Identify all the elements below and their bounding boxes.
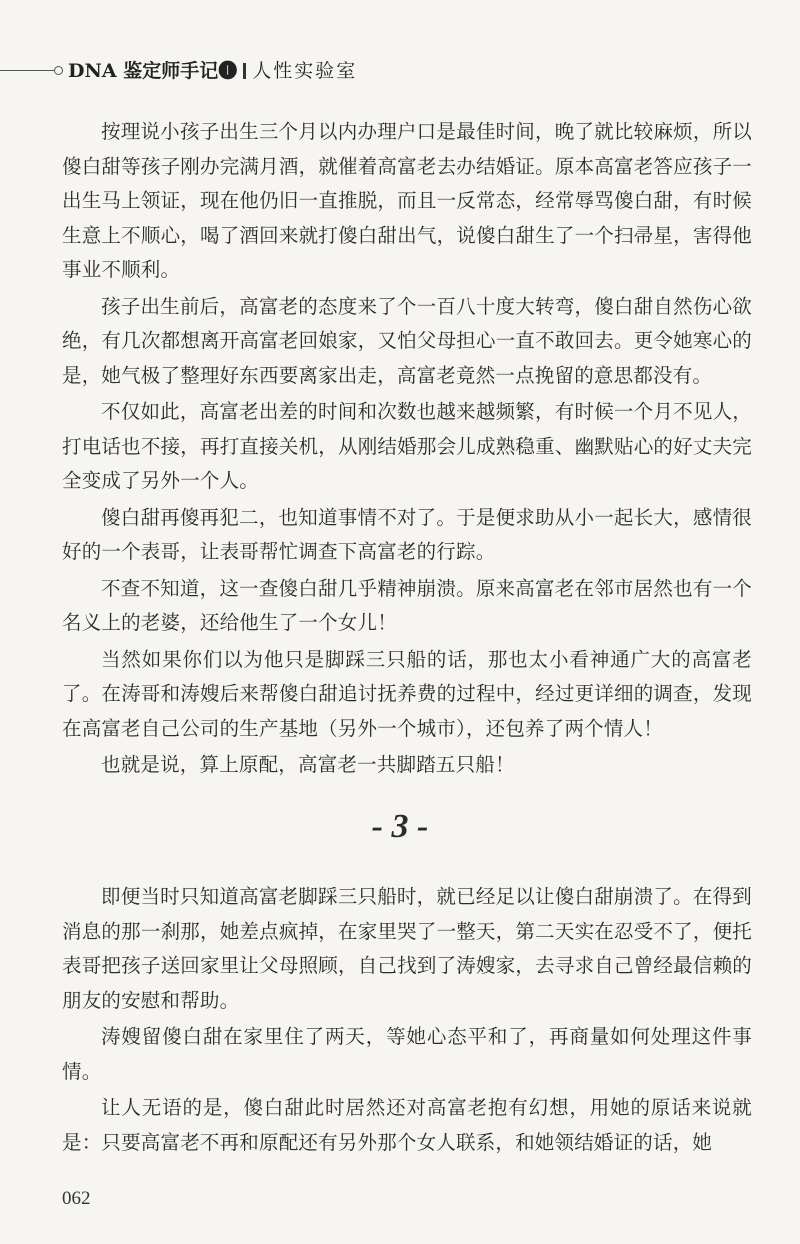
paragraph: 也就是说，算上原配，高富老一共脚踏五只船！	[101, 753, 515, 776]
paragraph: 孩子出生前后，高富老的态度来了个一百八十度大转弯，傻白甜自然伤心欲绝，有几次都想离开高富老回娘家，又怕父母担心一直不敢回去。更令她寒心的是，她气极了整理好东西要离家出走，高富老竟然一点挽留的意思都没有。	[62, 294, 752, 387]
paragraph: 按理说小孩子出生三个月以内办理户口是最佳时间，晚了就比较麻烦，所以傻白甜等孩子刚办完满月酒，就催着高富老去办结婚证。原本高富老答应孩子一出生马上领证，现在他仍旧一直推脱，而且一反常态，经常辱骂傻白甜，有时候生意上不顺心，喝了酒回来就打傻白甜出气，说傻白甜生了一个扫帚星，害得他事业不顺利。	[62, 120, 752, 281]
paragraph: 即便当时只知道高富老脚踩三只船时，就已经足以让傻白甜崩溃了。在得到消息的那一刹那，她差点疯掉，在家里哭了一整天，第二天实在忍受不了，便托表哥把孩子送回家里让父母照顾，自己找到了涛嫂家，去寻求自己曾经最信赖的朋友的安慰和帮助。	[62, 885, 752, 1012]
section-number-heading: - 3 -	[371, 808, 429, 845]
paragraph: 让人无语的是，傻白甜此时居然还对高富老抱有幻想，用她的原话来说就是：只要高富老不再和原配还有另外那个女人联系，和她领结婚证的话，她	[62, 1096, 752, 1154]
paragraph: 不查不知道，这一查傻白甜几乎精神崩溃。原来高富老在邻市居然也有一个名义上的老婆，还给他生了一个女儿！	[62, 576, 752, 634]
section-1-body	[62, 115, 752, 785]
header-rule	[0, 70, 56, 71]
section-3-body	[62, 880, 752, 1162]
paragraph: 当然如果你们以为他只是脚踩三只船的话，那也太小看神通广大的高富老了。在涛哥和涛嫂后来帮傻白甜追讨抚养费的过程中，经过更详细的调查，发现在高富老自己公司的生产基地（另外一个城市），还包养了两个情人！	[62, 647, 752, 740]
paragraph: 涛嫂留傻白甜在家里住了两天，等她心态平和了，再商量如何处理这件事情。	[62, 1025, 752, 1083]
page-number: 062	[62, 1188, 91, 1209]
paragraph: 不仅如此，高富老出差的时间和次数也越来越频繁，有时候一个月不见人，打电话也不接，再打直接关机，从刚结婚那会儿成熟稳重、幽默贴心的好丈夫完全变成了另外一个人。	[62, 400, 752, 492]
running-header	[0, 52, 800, 92]
header-title	[68, 56, 357, 83]
header-dot-ornament	[54, 66, 63, 75]
book-title: DNA 鉴定师手记❶	[68, 60, 238, 82]
book-subtitle: 人性实验室	[252, 60, 358, 82]
header-separator	[243, 63, 246, 79]
paragraph: 傻白甜再傻再犯二，也知道事情不对了。于是便求助从小一起长大，感情很好的一个表哥，让表哥帮忙调查下高富老的行踪。	[62, 505, 752, 563]
